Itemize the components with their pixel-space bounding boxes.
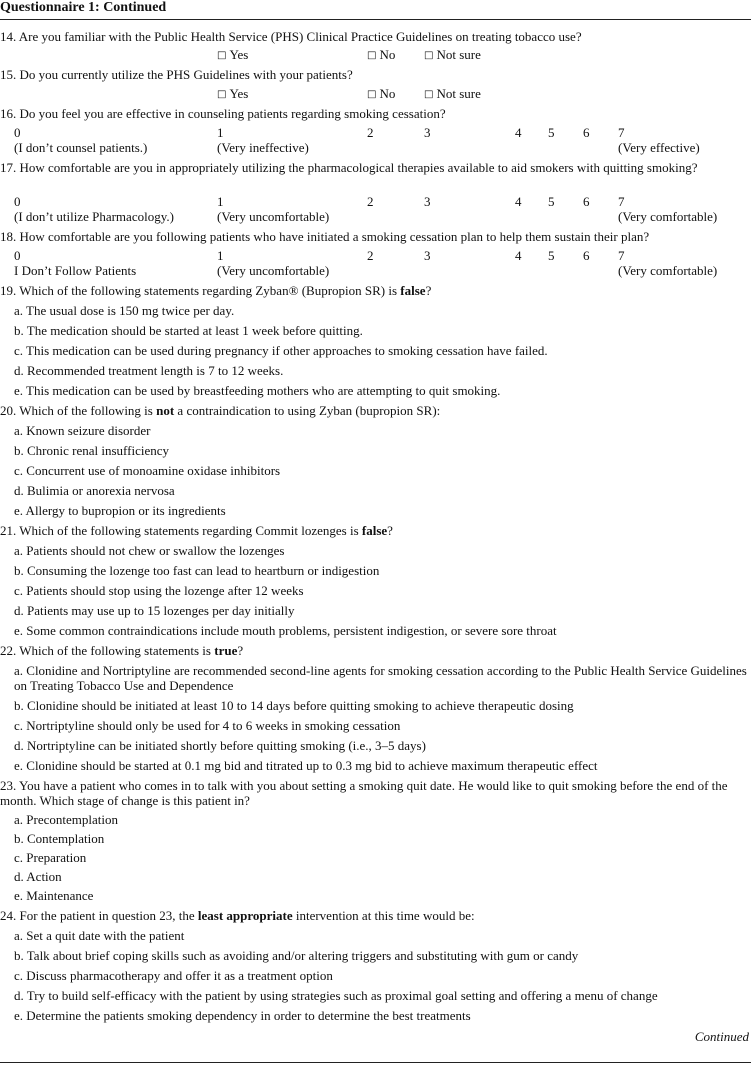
- q19-emphasis: false: [400, 283, 426, 298]
- answer-option[interactable]: c. Preparation: [14, 850, 87, 865]
- question-23: 23. You have a patient who comes in to talk with you about setting a smoking quit date. He would like to quit smoking before the end of the month. Which stage of change is this patient in?: [0, 778, 728, 808]
- checkbox-icon: □: [424, 89, 434, 100]
- scale-anchor-0: I Don’t Follow Patients: [14, 263, 137, 278]
- checkbox-icon: □: [424, 50, 434, 61]
- q15-not-sure[interactable]: [424, 87, 481, 102]
- question-21: [0, 524, 745, 539]
- q24-text: 24. For the patient in question 23, the: [0, 908, 198, 923]
- scale-point[interactable]: 2: [367, 125, 374, 140]
- answer-option[interactable]: e. Maintenance: [14, 888, 94, 903]
- q24-text-end: intervention at this time would be:: [292, 908, 475, 923]
- scale-point[interactable]: 4: [515, 248, 522, 263]
- answer-option[interactable]: d. Nortriptyline can be initiated shortly before quitting smoking (i.e., 3–5 days): [14, 738, 426, 753]
- scale-anchor-1: (Very uncomfortable): [217, 209, 330, 224]
- q24-emphasis: least appropriate: [197, 908, 293, 923]
- q20-text: 20. Which of the following is: [0, 403, 157, 418]
- page-title: Questionnaire 1: Continued: [0, 0, 167, 15]
- scale-point[interactable]: 7: [618, 248, 625, 263]
- q15-not-sure-label: Not sure: [436, 86, 481, 101]
- question-22: [0, 644, 745, 659]
- answer-option[interactable]: e. Determine the patients smoking dependency in order to determine the best treatments: [14, 1008, 471, 1023]
- answer-option[interactable]: c. Nortriptyline should only be used for 4 to 6 weeks in smoking cessation: [14, 718, 401, 733]
- question-14: 14. Are you familiar with the Public Health Service (PHS) Clinical Practice Guidelines on treating tobacco use?: [0, 29, 582, 44]
- scale-point[interactable]: 6: [583, 194, 590, 209]
- answer-option[interactable]: b. Consuming the lozenge too fast can lead to heartburn or indigestion: [14, 563, 380, 578]
- scale-point[interactable]: 5: [548, 194, 555, 209]
- answer-option[interactable]: a. Patients should not chew or swallow the lozenges: [14, 543, 285, 558]
- scale-point[interactable]: 1: [217, 125, 224, 140]
- q14-no-label: No: [379, 47, 396, 62]
- scale-point[interactable]: 7: [618, 125, 625, 140]
- q14-no[interactable]: [367, 48, 395, 63]
- answer-option[interactable]: c. Patients should stop using the lozenge after 12 weeks: [14, 583, 304, 598]
- q14-not-sure-label: Not sure: [436, 47, 481, 62]
- answer-option[interactable]: c. Concurrent use of monoamine oxidase inhibitors: [14, 463, 281, 478]
- continued-label: Continued: [694, 1029, 749, 1044]
- checkbox-icon: □: [367, 50, 377, 61]
- q15-no-label: No: [379, 86, 396, 101]
- q22-text-end: ?: [237, 643, 244, 658]
- scale-point[interactable]: 7: [618, 194, 625, 209]
- checkbox-icon: □: [217, 89, 227, 100]
- scale-point[interactable]: 3: [424, 125, 431, 140]
- q14-yes[interactable]: [217, 48, 248, 63]
- scale-point[interactable]: 4: [515, 194, 522, 209]
- checkbox-icon: □: [217, 50, 227, 61]
- answer-option[interactable]: e. This medication can be used by breastfeeding mothers who are attempting to quit smoking.: [14, 383, 501, 398]
- question-15: 15. Do you currently utilize the PHS Guidelines with your patients?: [0, 67, 353, 82]
- scale-point[interactable]: 3: [424, 248, 431, 263]
- checkbox-icon: □: [367, 89, 377, 100]
- scale-point[interactable]: 4: [515, 125, 522, 140]
- answer-option[interactable]: b. The medication should be started at least 1 week before quitting.: [14, 323, 363, 338]
- scale-point[interactable]: 3: [424, 194, 431, 209]
- question-16: 16. Do you feel you are effective in counseling patients regarding smoking cessation?: [0, 106, 446, 121]
- scale-anchor-0: (I don’t utilize Pharmacology.): [14, 209, 174, 224]
- scale-point[interactable]: 0: [14, 194, 21, 209]
- answer-option[interactable]: a. Set a quit date with the patient: [14, 928, 185, 943]
- answer-option[interactable]: b. Contemplation: [14, 831, 105, 846]
- q14-not-sure[interactable]: [424, 48, 481, 63]
- answer-option[interactable]: b. Talk about brief coping skills such as avoiding and/or altering triggers and substituting with gum or candy: [14, 948, 579, 963]
- scale-point[interactable]: 1: [217, 194, 224, 209]
- scale-point[interactable]: 5: [548, 125, 555, 140]
- scale-point[interactable]: 0: [14, 248, 21, 263]
- scale-point[interactable]: 2: [367, 248, 374, 263]
- answer-option[interactable]: d. Try to build self-efficacy with the patient by using strategies such as proximal goal setting and offering a menu of change: [14, 988, 658, 1003]
- q21-emphasis: false: [361, 523, 388, 538]
- answer-option[interactable]: e. Some common contraindications include mouth problems, persistent indigestion, or severe sore throat: [14, 623, 557, 638]
- q21-text: 21. Which of the following statements regarding Commit lozenges is: [0, 523, 362, 538]
- answer-option[interactable]: a. Precontemplation: [14, 812, 118, 827]
- scale-anchor-7: (Very effective): [618, 140, 700, 155]
- question-18: 18. How comfortable are you following patients who have initiated a smoking cessation plan to help them sustain their plan?: [0, 229, 650, 244]
- answer-option[interactable]: d. Action: [14, 869, 62, 884]
- scale-anchor-7: (Very comfortable): [618, 209, 718, 224]
- question-17: 17. How comfortable are you in appropriately utilizing the pharmacological therapies available to aid smokers with quitting smoking?: [0, 160, 698, 175]
- answer-option[interactable]: e. Clonidine should be started at 0.1 mg bid and titrated up to 0.3 mg bid to achieve maximum therapeutic effect: [14, 758, 598, 773]
- answer-option[interactable]: c. This medication can be used during pregnancy if other approaches to smoking cessation have failed.: [14, 343, 548, 358]
- answer-option[interactable]: b. Chronic renal insufficiency: [14, 443, 169, 458]
- scale-anchor-1: (Very ineffective): [217, 140, 309, 155]
- question-24: [0, 909, 745, 924]
- scale-anchor-1: (Very uncomfortable): [217, 263, 330, 278]
- answer-option[interactable]: d. Bulimia or anorexia nervosa: [14, 483, 175, 498]
- question-20: [0, 404, 745, 419]
- q15-yes[interactable]: [217, 87, 248, 102]
- answer-option[interactable]: c. Discuss pharmacotherapy and offer it as a treatment option: [14, 968, 333, 983]
- q22-emphasis: true: [214, 643, 238, 658]
- scale-point[interactable]: 6: [583, 248, 590, 263]
- answer-option[interactable]: a. Known seizure disorder: [14, 423, 151, 438]
- scale-anchor-7: (Very comfortable): [618, 263, 718, 278]
- bottom-rule: [0, 1062, 751, 1063]
- answer-option[interactable]: e. Allergy to bupropion or its ingredients: [14, 503, 226, 518]
- answer-option[interactable]: d. Recommended treatment length is 7 to 12 weeks.: [14, 363, 284, 378]
- scale-point[interactable]: 6: [583, 125, 590, 140]
- scale-anchor-0: (I don’t counsel patients.): [14, 140, 148, 155]
- question-19: [0, 284, 745, 299]
- scale-point[interactable]: 2: [367, 194, 374, 209]
- q19-text-end: ?: [425, 283, 432, 298]
- q19-text: 19. Which of the following statements regarding Zyban® (Bupropion SR) is: [0, 283, 401, 298]
- answer-option[interactable]: a. The usual dose is 150 mg twice per day.: [14, 303, 235, 318]
- q22-text: 22. Which of the following statements is: [0, 643, 215, 658]
- q15-yes-label: Yes: [229, 86, 249, 101]
- scale-point[interactable]: 0: [14, 125, 21, 140]
- q21-text-end: ?: [387, 523, 393, 538]
- answer-option[interactable]: b. Clonidine should be initiated at least 10 to 14 days before quitting smoking to achieve therapeutic dosing: [14, 698, 574, 713]
- answer-option[interactable]: d. Patients may use up to 15 lozenges per day initially: [14, 603, 295, 618]
- scale-point[interactable]: 1: [217, 248, 224, 263]
- q15-no[interactable]: [367, 87, 395, 102]
- answer-option[interactable]: a. Clonidine and Nortriptyline are recommended second-line agents for smoking cessation according to the Public Health Service Guidelines on Treating Tobacco Use and Dependence: [14, 663, 747, 693]
- q20-text-end: a contraindication to using Zyban (bupropion SR):: [174, 403, 441, 418]
- q20-emphasis: not: [156, 403, 175, 418]
- scale-point[interactable]: 5: [548, 248, 555, 263]
- top-rule: [0, 19, 751, 20]
- q14-yes-label: Yes: [229, 47, 249, 62]
